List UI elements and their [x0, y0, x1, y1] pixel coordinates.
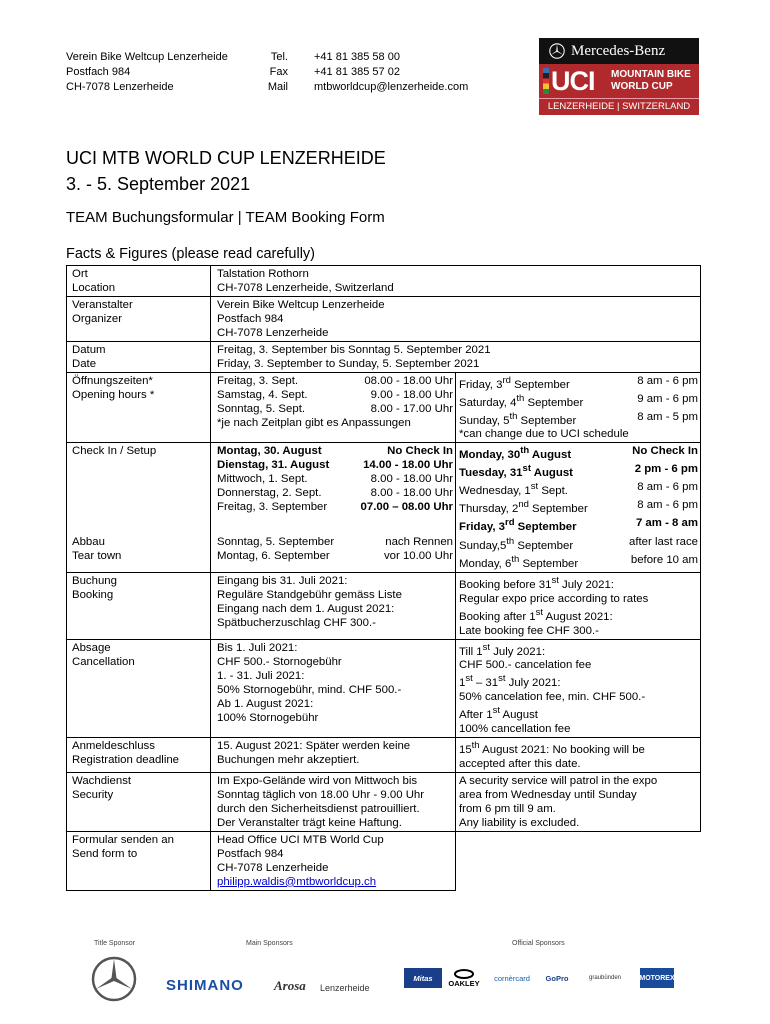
row-label: Anmeldeschluss Registration deadline [67, 737, 211, 772]
lenzerheide-logo: Lenzerheide [320, 983, 370, 993]
gopro-logo: GoPro [545, 973, 569, 983]
contact-values [314, 50, 468, 95]
email-link[interactable]: philipp.waldis@mtbworldcup.ch [217, 875, 377, 888]
phone-value: +41 81 385 58 00 [314, 51, 400, 63]
table-row [67, 572, 701, 639]
mercedes-star-icon [549, 43, 565, 59]
table-row [67, 534, 701, 572]
event-name: MOUNTAIN BIKE WORLD CUP [611, 69, 691, 92]
arosa-logo: Arosa [274, 978, 306, 993]
row-value-en: 15th August 2021: No booking will be accepted after this date. [456, 737, 701, 772]
table-row [67, 639, 701, 737]
row-value-en: Booking before 31st July 2021: Regular expo price according to rates Booking after 1st August 2021: Late booking fee CHF 300.- [456, 572, 701, 639]
row-value-de: Im Expo-Gelände wird von Mittwoch bis Sonntag täglich von 18.00 Uhr - 9.00 Uhr durch den Sicherheitsdienst patrouilliert. Der Veranstalter trägt keine Haftung. [211, 772, 456, 831]
table-row [67, 772, 701, 831]
table-row [67, 737, 701, 772]
uci-banner [539, 64, 699, 98]
fax-value: +41 81 385 57 02 [314, 66, 400, 78]
row-label: Check In / Setup [67, 443, 211, 534]
table-row [67, 443, 701, 534]
contact-label: Fax [269, 66, 288, 78]
email-value: mtbworldcup@lenzerheide.com [314, 81, 469, 93]
row-value: Freitag, 3. September bis Sonntag 5. September 2021 Friday, 3. September to Sunday, 5. September 2021 [211, 342, 701, 373]
facts-heading: Facts & Figures (please read carefully) [66, 246, 316, 262]
form-subtitle: TEAM Buchungsformular | TEAM Booking Form [66, 209, 385, 226]
row-value-de: Freitag, 3. Sept. 08.00 - 18.00 Uhr Samstag, 4. Sept. 9.00 - 18.00 Uhr Sonntag, 5. Sept. 8.00 - 17.00 Uhr *je nach Zeitplan gibt es Anpassungen [211, 373, 456, 443]
row-value-de: Montag, 30. August No Check In Dienstag, 31. August 14.00 - 18.00 Uhr Mittwoch, 1. Sept. 8.00 - 18.00 Uhr Donnerstag, 2. Sept. 8.00 - 18.00 Uhr Freitag, 3. September 07.00 – 08.00 Uhr [211, 443, 456, 534]
row-value-de: Sonntag, 5. September nach Rennen Montag, 6. September vor 10.00 Uhr [211, 534, 456, 572]
row-value: Head Office UCI MTB World Cup Postfach 984 CH-7078 Lenzerheide philipp.waldis@mtbworldcup.ch [211, 831, 456, 890]
main-sponsors-label: Main Sponsors [246, 940, 293, 947]
row-value: Verein Bike Weltcup Lenzerheide Postfach 984 CH-7078 Lenzerheide [211, 297, 701, 342]
sender-address [66, 50, 228, 95]
mercedes-benz-banner [539, 38, 699, 64]
mercedes-star-icon [90, 955, 138, 1003]
row-value-en: Sunday,5th September after last race Monday, 6th September before 10 am [456, 534, 701, 572]
uci-rainbow-stripes [543, 68, 549, 94]
row-value-de: Bis 1. Juli 2021: CHF 500.- Stornogebühr 1. - 31. Juli 2021: 50% Stornogebühr, mind. CHF 500.- Ab 1. August 2021: 100% Stornogebühr [211, 639, 456, 737]
table-row [67, 266, 701, 297]
row-value: Talstation Rothorn CH-7078 Lenzerheide, Switzerland [211, 266, 701, 297]
mitas-logo: Mitas [404, 968, 442, 988]
page-title: UCI MTB WORLD CUP LENZERHEIDE [66, 148, 386, 168]
uci-wordmark: UCI [551, 66, 595, 96]
shimano-logo: SHIMANO [166, 976, 244, 994]
row-value-en: Monday, 30th August No Check In Tuesday, 31st August 2 pm - 6 pm Wednesday, 1st Sept. 8 am - 6 pm Thursday, 2nd September 8 am - 6 pm Friday, 3rd September 7 am - 8 am [456, 443, 701, 534]
address-line: Verein Bike Weltcup Lenzerheide [66, 51, 228, 63]
row-value-de: Eingang bis 31. Juli 2021: Reguläre Standgebühr gemäss Liste Eingang nach dem 1. August 2021: Spätbucherzuschlag CHF 300.- [211, 572, 456, 639]
logo-location: LENZERHEIDE | SWITZERLAND [539, 98, 699, 115]
row-label: Veranstalter Organizer [67, 297, 211, 342]
address-line: Postfach 984 [66, 66, 131, 78]
row-value-en: Friday, 3rd September 8 am - 6 pm Saturday, 4th September 9 am - 6 pm Sunday, 5th September 8 am - 5 pm *can change due to UCI schedule [456, 373, 701, 443]
oakley-ellipse-icon [453, 969, 475, 979]
motorex-logo: MOTOREX [640, 968, 674, 988]
row-label: Formular senden an Send form to [67, 831, 211, 890]
row-label: Buchung Booking [67, 572, 211, 639]
title-sponsor-label: Title Sponsor [94, 940, 135, 947]
brand-name: Mercedes-Benz [571, 43, 666, 59]
empty-cell [456, 831, 701, 890]
official-sponsors-label: Official Sponsors [512, 940, 565, 947]
address-line: CH-7078 Lenzerheide [66, 81, 174, 93]
row-label: Wachdienst Security [67, 772, 211, 831]
row-label: Absage Cancellation [67, 639, 211, 737]
event-dates: 3. - 5. September 2021 [66, 174, 251, 194]
table-row [67, 342, 701, 373]
row-label: Datum Date [67, 342, 211, 373]
contact-label: Tel. [270, 51, 288, 63]
contact-labels [266, 50, 288, 95]
row-label: Ort Location [67, 266, 211, 297]
cornercard-logo: cornèrcard [494, 973, 530, 983]
row-value-en: Till 1st July 2021: CHF 500.- cancelation fee 1st – 31st July 2021: 50% cancelation fee, min. CHF 500.- After 1st August 100% cancellation fee [456, 639, 701, 737]
row-label: Öffnungszeiten* Opening hours * [67, 373, 211, 443]
graubuenden-logo: graubünden [588, 975, 622, 981]
table-row [67, 297, 701, 342]
row-value-de: 15. August 2021: Später werden keine Buchungen mehr akzeptiert. [211, 737, 456, 772]
oakley-logo: OAKLEY [446, 968, 482, 988]
contact-label: Mail [267, 81, 288, 93]
row-label: Abbau Tear town [67, 534, 211, 572]
table-row [67, 373, 701, 443]
facts-table [66, 265, 701, 891]
row-value-en: A security service will patrol in the expo area from Wednesday until Sunday from 6 pm till 9 am. Any liability is excluded. [456, 772, 701, 831]
table-row [67, 831, 701, 890]
event-logo [539, 38, 699, 114]
